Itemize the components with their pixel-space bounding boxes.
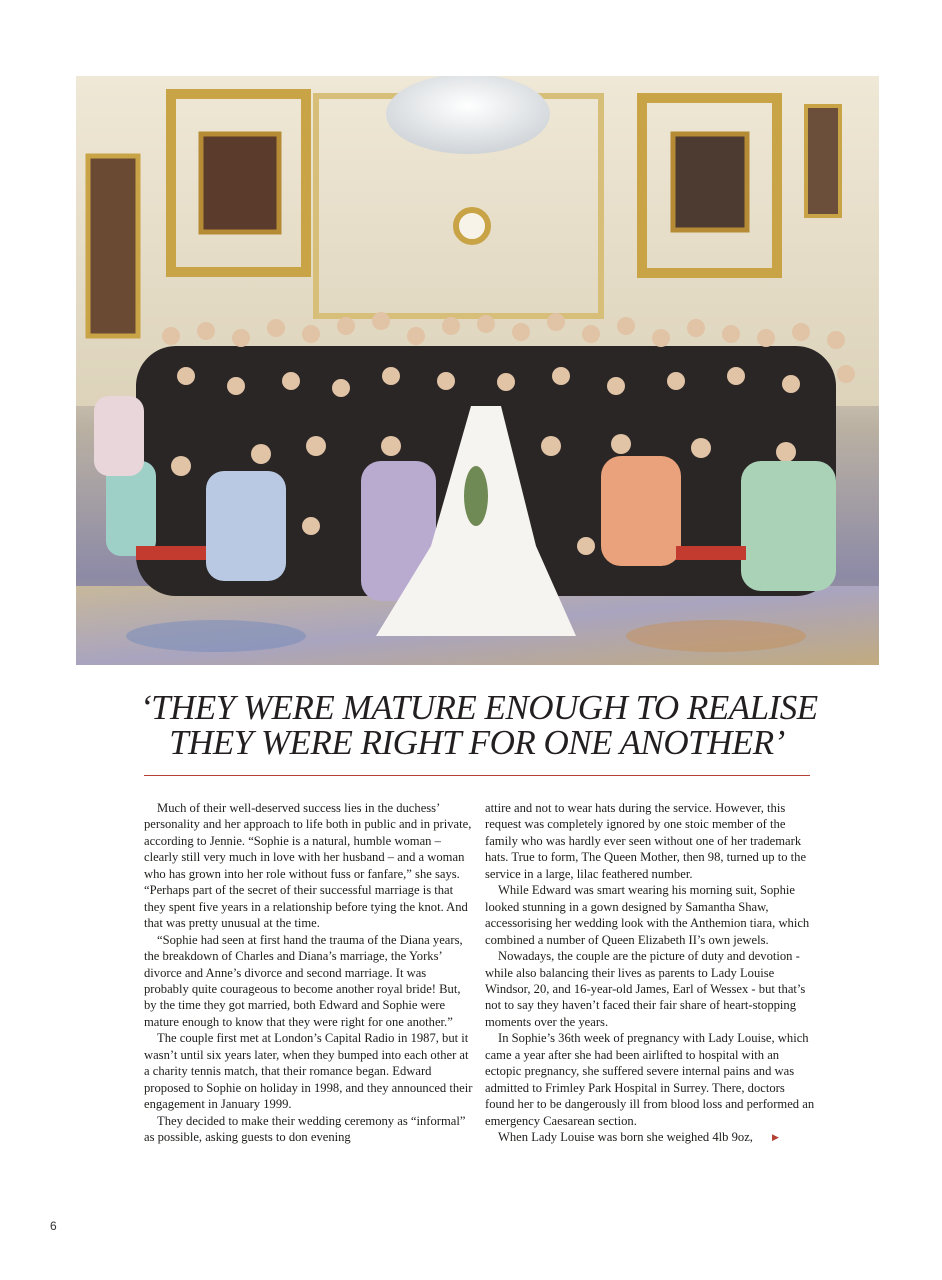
paragraph: Nowadays, the couple are the picture of duty and devotion - while also balancing their lives as parents to Lady Louise Windsor, 20, and 16-year-old James, Earl of Wessex - but that’s not to say they haven’t faced their fair share of heart-stopping moments over the years. — [485, 949, 806, 1029]
pull-quote-line-2: THEY WERE RIGHT FOR ONE ANOTHER’ — [169, 723, 785, 762]
pull-quote-line-1: ‘THEY WERE MATURE ENOUGH TO REALISE — [140, 688, 818, 727]
paragraph: While Edward was smart wearing his morning suit, Sophie looked stunning in a gown designed by Samantha Shaw, accessorising her wedding look with the Anthemion tiara, which combined a number of Queen Elizabeth II’s own jewels. — [485, 883, 810, 947]
wedding-group-photo — [76, 76, 879, 665]
article-column-right — [485, 800, 815, 1146]
paragraph: In Sophie’s 36th week of pregnancy with Lady Louise, which came a year after she had been airlifted to hospital with an ectopic pregnancy, she suffered severe internal pains and was admitted to Frimley Park Hospital in Surrey. There, doctors found her to be dangerously ill from blood loss and performed an emergency Caesarean section. — [485, 1031, 815, 1128]
paragraph: They decided to make their wedding ceremony as “informal” as possible, asking guests to don evening — [144, 1113, 466, 1145]
paragraph: Much of their well-deserved success lies in the duchess’ personality and her approach to life both in public and in private, according to Jennie. “Sophie is a natural, humble woman – clearly still very much in love with her husband – and a woman who has grown into her role without fuss or fanfare,” she says. “Perhaps part of the secret of their successful marriage is that they spent five years in a relationship before tying the knot. And that was pretty unusual at the time. — [144, 801, 472, 931]
paragraph-last — [485, 1129, 815, 1145]
article-column-left — [144, 800, 474, 1146]
paragraph: “Sophie had seen at first hand the trauma of the Diana years, the breakdown of Charles and Diana’s marriage, the Yorks’ divorce and Anne’s divorce and second marriage. It was probably quite courageous to become another royal bride! But, by the time they got married, both Edward and Sophie were mature enough to know that they were right for one another.” — [144, 932, 463, 1029]
pull-quote — [140, 688, 818, 762]
paragraph-last-text: When Lady Louise was born she weighed 4lb 9oz, — [498, 1130, 753, 1145]
page-number: 6 — [50, 1219, 57, 1233]
continue-arrow-icon: ▶ — [771, 1132, 779, 1143]
paragraph: The couple first met at London’s Capital Radio in 1987, but it wasn’t until six years later, when they bumped into each other at a charity tennis match, that their romance began. Edward proposed to Sophie on holiday in 1998, and they announced their engagement in January 1999. — [144, 1031, 473, 1112]
divider-rule — [144, 775, 810, 776]
paragraph-continuation: attire and not to wear hats during the service. However, this request was completely ignored by one stoic member of the family who was hardly ever seen without one of her trademark hats. True to form, The Queen Mother, then 98, turned up to the service in a large, lilac feathered number. — [485, 801, 807, 881]
